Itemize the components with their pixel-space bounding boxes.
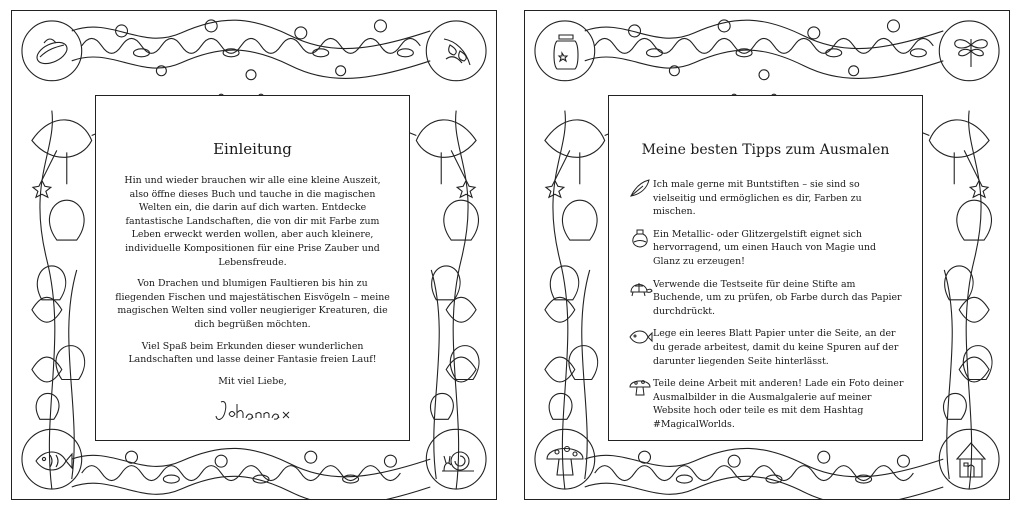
fairy-house-icon (951, 439, 991, 481)
page-title: Meine besten Tipps zum Ausmalen (641, 142, 890, 158)
turtle-icon (627, 278, 653, 298)
tip-item (627, 178, 904, 219)
introduction-text (114, 174, 391, 426)
fish-icon (30, 443, 74, 479)
tip-item (627, 278, 904, 319)
tip-item (627, 327, 904, 368)
cocoa-pod-icon (30, 31, 74, 71)
snail-icon (436, 443, 480, 479)
tip-text: Ich male gerne mit Buntstiften – sie sind so vielseitig und ermöglichen es dir, Farben zu mischen. (653, 179, 862, 218)
potion-bottle-icon (627, 228, 653, 248)
feather-icon (627, 178, 653, 198)
intro-paragraph-2: Von Drachen und blumigen Faultieren bis hin zu fliegenden Fischen und majestätischen Eisvögeln – meine magischen Welten sind voller neugieriger Kreaturen, die dich begrüßen möchten. (115, 278, 390, 330)
left-page (11, 10, 497, 500)
tips-list (627, 178, 904, 441)
mushroom-house-icon (543, 439, 587, 481)
intro-paragraph-1: Hin und wieder brauchen wir alle eine kleine Auszeit, also öffne dieses Buch und tauche in die magischen Welten ein, die darin auf dich warten. Entdecke fantastische Landschaften, die von dir mit Farbe zum Leben erweckt werden wollen, aber auch kleinere, individuelle Kompositionen für eine Prise Zauber und Lebensfreude. (124, 175, 381, 268)
tip-text: Teile deine Arbeit mit anderen! Lade ein Foto deiner Ausmalbilder in die Ausmalgalerie auf meiner Website hoch oder teile es mit dem Hashtag #MagicalWorlds. (653, 378, 904, 430)
tip-text: Verwende die Testseite für deine Stifte am Buchende, um zu prüfen, ob Farbe durch das Papier durchdrückt. (653, 278, 902, 317)
tip-text: Ein Metallic- oder Glitzergelstift eignet sich hervorragend, um einen Hauch von Magie und Glanz zu erzeugen! (653, 228, 876, 267)
tip-text: Lege ein leeres Blatt Papier unter die Seite, an der du gerade arbeitest, damit du keine Spuren auf der darunter liegenden Seite hinterlässt. (653, 328, 899, 367)
tip-item (627, 377, 904, 431)
tips-panel (608, 95, 923, 441)
bellflower-icon (436, 31, 480, 71)
closing-line: Mit viel Liebe, (218, 375, 287, 387)
leaf-fish-icon (627, 327, 653, 347)
mushroom-icon (627, 377, 653, 397)
handwritten-signature (213, 396, 293, 426)
right-page (524, 10, 1010, 500)
page-title: Einleitung (213, 140, 292, 158)
intro-paragraph-3: Viel Spaß beim Erkunden dieser wunderlichen Landschaften und lasse deiner Fantasie freien Lauf! (128, 340, 377, 366)
dragonfly-icon (949, 31, 993, 71)
jar-icon (547, 29, 585, 73)
introduction-panel (95, 95, 410, 441)
tip-item (627, 228, 904, 269)
